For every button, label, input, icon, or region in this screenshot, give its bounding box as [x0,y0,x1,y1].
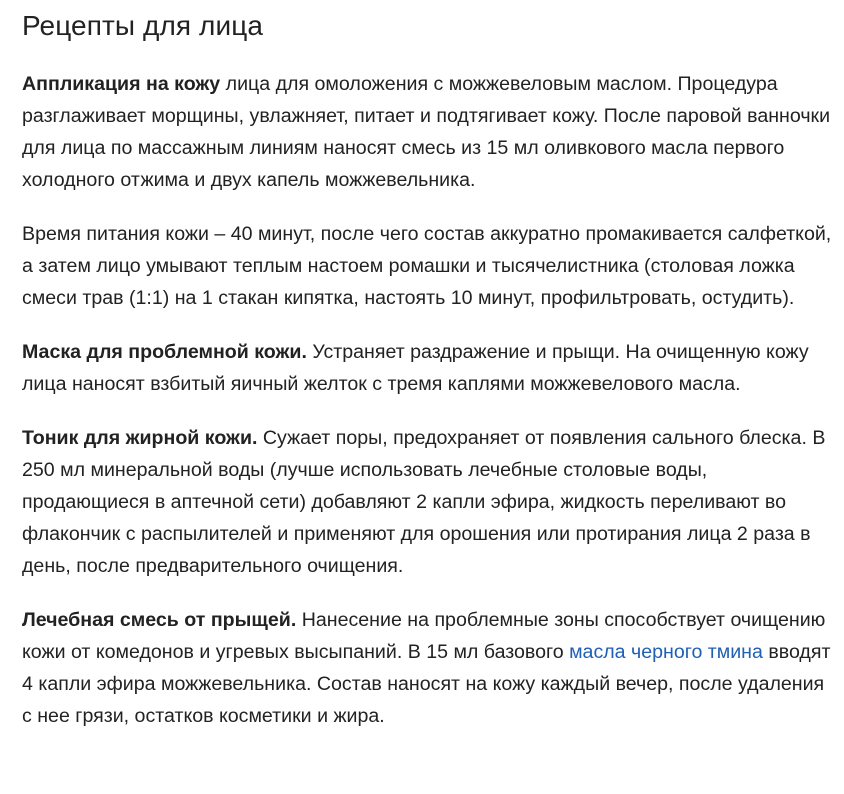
paragraph-body: лица для омоложения с можжевеловым маслом. Процедура разглаживает морщины, увлажняет, питает и подтягивает кожу. После паровой ванночки для лица по массажным линиям наносят смесь из 15 мл оливкового масла первого холодного отжима и двух капель можжевельника. [22,73,831,191]
paragraph-acne-mixture [22,604,837,732]
paragraph-lead: Лечебная смесь от прыщей. [22,609,297,631]
paragraph-body: Устраняет раздражение и прыщи. На очищенную кожу лица наносят взбитый яичный желток с тремя каплями можжевелового масла. [22,341,809,395]
paragraph-body: Сужает поры, предохраняет от появления сального блеска. В 250 мл минеральной воды (лучше использовать лечебные столовые воды, продающиеся в аптечной сети) добавляют 2 капли эфира, жидкость переливают во флакончик с распылителей и применяют для орошения или протирания лица 2 раза в день, после предварительного очищения. [22,427,826,577]
paragraph-feeding-time [22,218,837,314]
paragraph-lead: Тоник для жирной кожи. [22,427,258,449]
black-cumin-oil-link[interactable]: масла черного тмина [569,641,763,663]
paragraph-body: Время питания кожи – 40 минут, после чего состав аккуратно промакивается салфеткой, а затем лицо умывают теплым настоем ромашки и тысячелистника (столовая ложка смеси трав (1:1) на 1 стакан кипятка, настоять 10 минут, профильтровать, остудить). [22,223,832,309]
paragraph-lead: Маска для проблемной кожи. [22,341,307,363]
paragraph-body-continued: вводят 4 капли эфира можжевельника. Состав наносят на кожу каждый вечер, после удаления с нее грязи, остатков косметики и жира. [22,641,831,727]
paragraph-facial-application [22,68,837,196]
paragraph-problem-skin-mask [22,336,837,400]
paragraph-body: Нанесение на проблемные зоны способствует очищению кожи от комедонов и угревых высыпаний. В 15 мл базового [22,609,826,663]
paragraph-oily-skin-tonic [22,422,837,582]
section-heading: Рецепты для лица [22,10,264,41]
paragraph-lead: Аппликация на кожу [22,73,221,95]
